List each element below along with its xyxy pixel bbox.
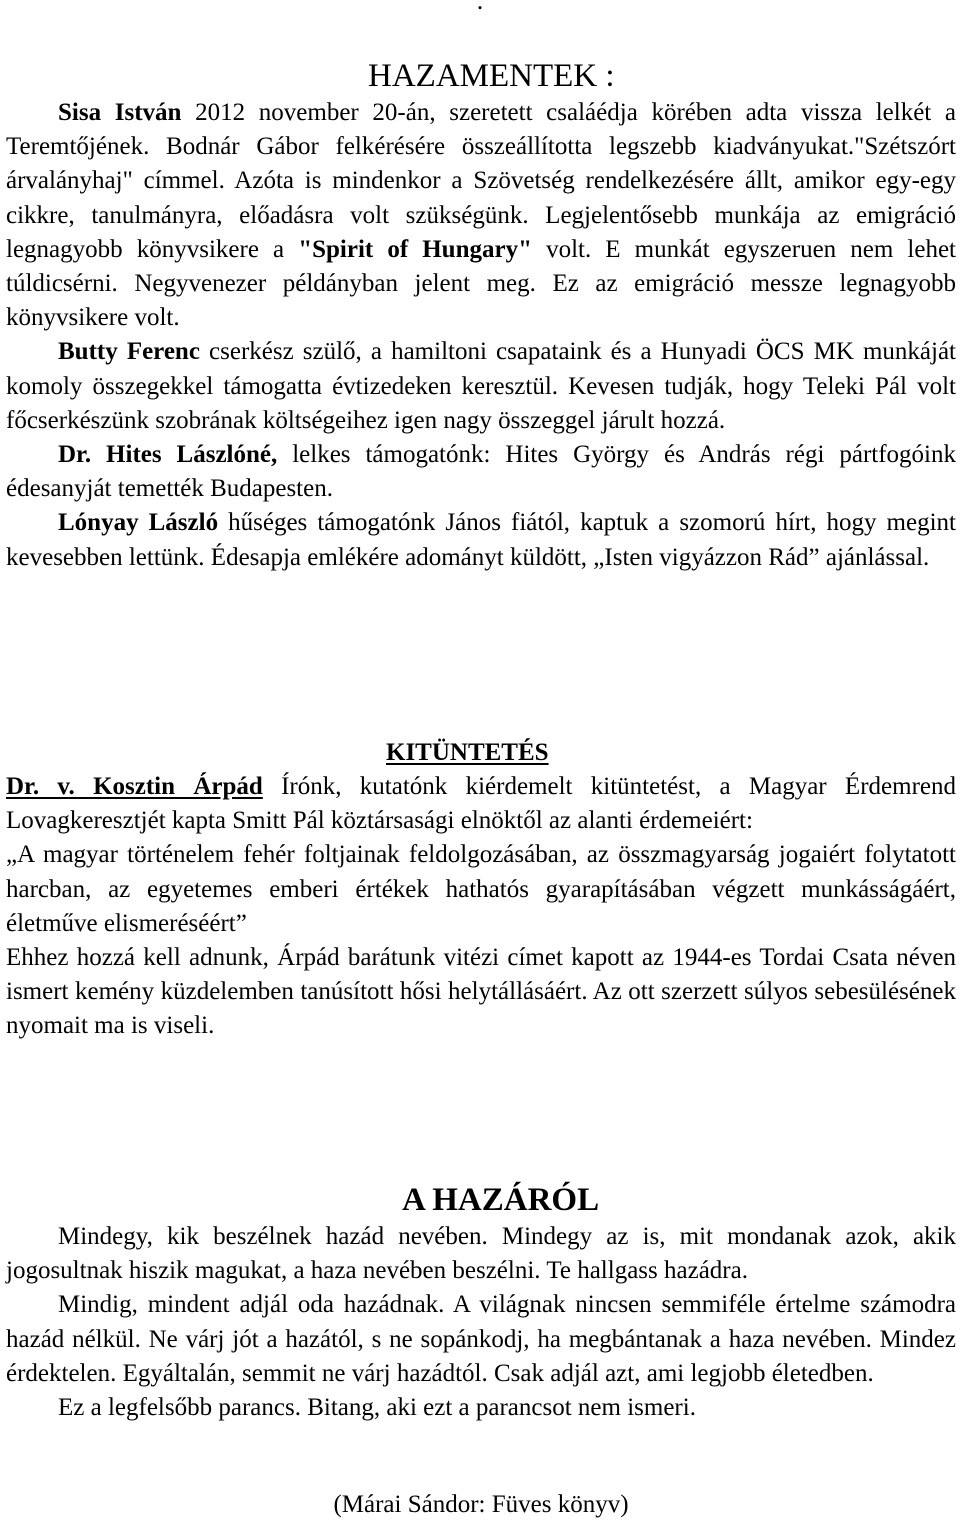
hazarol-paragraph-2: Mindig, mindent adjál oda hazádnak. A világnak nincsen semmiféle értelme számodra hazád nélkül. Ne várj jót a hazától, s ne sopánkodj, ha megbántanak a haza nevében. Mindez érdektelen. Egyáltalán, semmit ne várj hazádtól. Csak adjál azt, ami legjobb életedben. xyxy=(6,1291,956,1387)
obituary-butty-ferenc xyxy=(6,335,956,438)
obituary-text: hűséges támogatónk János fiától, kaptuk a szomorú hírt, hogy megint kevesebben lettünk. Édesapja emlékére adományt küldött, „Isten vigyázzon Rád” ajánlással. xyxy=(6,509,956,571)
name-hites-laszlone: Dr. Hites Lászlóné, xyxy=(58,441,278,469)
heading-hazamentek: HAZAMENTEK : xyxy=(368,58,615,94)
obituary-lonyay-laszlo xyxy=(6,506,956,574)
hazarol-paragraph-3: Ez a legfelsőbb parancs. Bitang, aki ezt a parancsot nem ismeri. xyxy=(58,1394,696,1422)
book-title-spirit-of-hungary: "Spirit of Hungary" xyxy=(298,235,532,263)
quote-source: (Márai Sándor: Füves könyv) xyxy=(333,1491,629,1518)
heading-kituntetes: KITÜNTETÉS xyxy=(386,739,549,766)
top-dot-mark: . xyxy=(476,0,484,15)
obituary-text: cserkész szülő, a hamiltoni csapataink és a Hunyadi ÖCS MK munkáját komoly összegekkel támogatta évtizedeken keresztül. Kevesen tudják, hogy Teleki Pál volt főcserkészünk szobrának költségeihez igen nagy összeggel járult hozzá. xyxy=(6,338,956,434)
section-a-hazarol xyxy=(6,1180,956,1425)
obituary-hites-laszlone xyxy=(6,438,956,506)
obituary-text: 2012 november 20-án, szeretett csaláédja körében adta vissza lelkét a Teremtőjének. Bodnár Gábor felkérésére összeállította legszebb kiadványukat."Szétszórt árvalányhaj" címmel. Azóta is mindenkor a Szövetség rendelkezésére állt, amikor egy-egy cikkre, tanulmányra, előadásra volt szükségünk. Legjelentősebb munkája az emigráció legnagyobb könyvsikere a xyxy=(6,99,957,263)
section-kituntetes xyxy=(6,736,956,1044)
obituary-text: lelkes támogatónk: Hites György és András régi pártfogóink édesanyját temették Budapesten. xyxy=(6,441,956,503)
name-kosztin-arpad: Dr. v. Kosztin Árpád xyxy=(6,773,263,800)
name-lonyay-laszlo: Lónyay László xyxy=(58,509,219,537)
section-hazamentek xyxy=(6,56,956,575)
award-citation-quote: „A magyar történelem fehér foltjainak feldolgozásában, az összmagyarság jogaiért folytatott harcban, az egyetemes emberi értékek hathatós gyarapításában végzett munkásságáért, életműve elismeréséért” xyxy=(6,841,956,937)
award-kosztin-arpad xyxy=(6,770,956,838)
award-text: Írónk, kutatónk kiérdemelt kitüntetést, a Magyar Érdemrend Lovagkeresztjét kapta Smitt Pál köztársasági elnöktől az alanti érdemeiért: xyxy=(6,773,956,835)
hazarol-paragraph-1: Mindegy, kik beszélnek hazád nevében. Mindegy az is, mit mondanak azok, akik jogosultnak hiszik magukat, a haza nevében beszélni. Te hallgass hazádra. xyxy=(6,1223,956,1285)
name-sisa-istvan: Sisa István xyxy=(58,99,182,126)
obituary-sisa-istvan xyxy=(6,96,956,335)
obituary-text-continued: volt. E munkát egyszeruen nem lehet túldicsérni. Negyvenezer példányban jelent meg. Ez az emigráció messze legnagyobb könyvsikere volt. xyxy=(6,235,956,332)
name-butty-ferenc: Butty Ferenc xyxy=(58,338,200,366)
heading-a-hazarol: A HAZÁRÓL xyxy=(402,1182,600,1218)
award-addendum: Ehhez hozzá kell adnunk, Árpád barátunk vitézi címet kapott az 1944-es Tordai Csata néven ismert kemény küzdelemben tanúsított hősi helytállásáért. Az ott szerzett súlyos sebesülésének nyomait ma is viseli. xyxy=(6,944,956,1040)
